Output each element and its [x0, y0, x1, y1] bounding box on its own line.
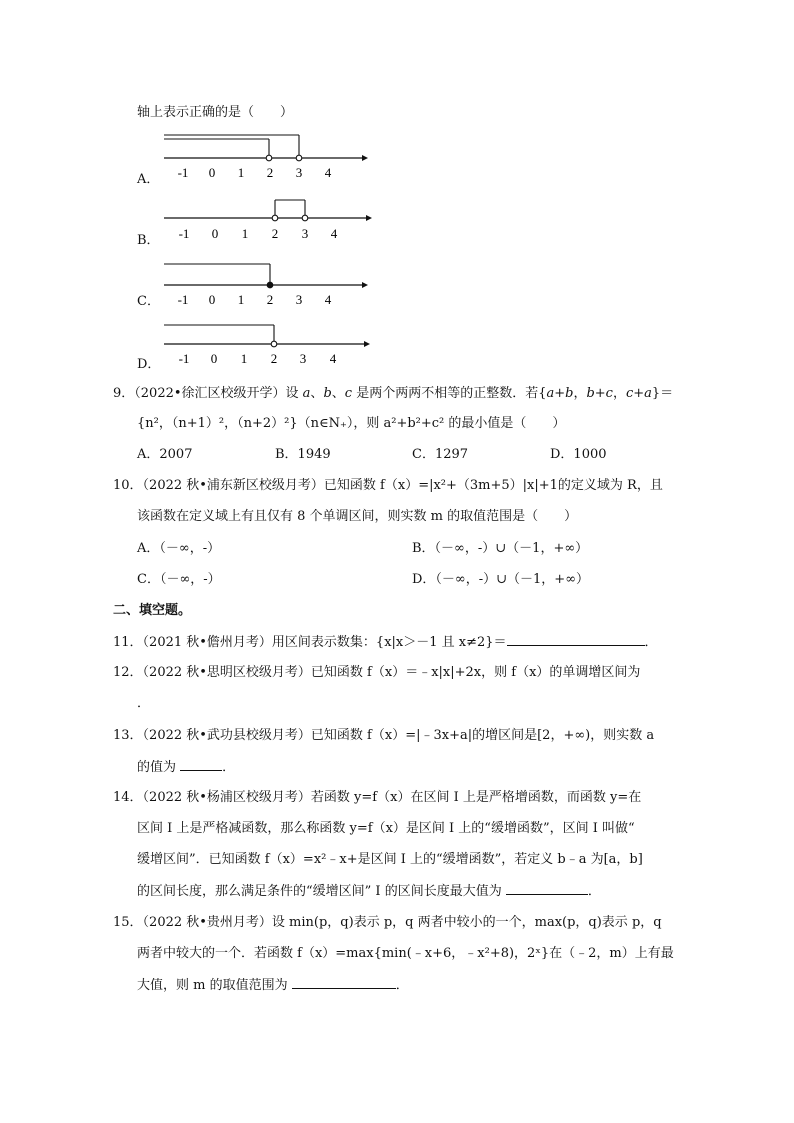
q10-option-a[interactable]: A．（－∞，-）	[137, 541, 221, 556]
tick-label: 2	[270, 351, 278, 366]
q15-stem-line1: 15．（2022 秋•贵州月考）设 min(p，q)表示 p，q 两者中较小的一个，max(p，q)表示 p，q	[113, 915, 662, 930]
q15-answer-blank[interactable]	[292, 976, 396, 989]
tick-label: 3	[295, 292, 303, 307]
q8-tail-text: 轴上表示正确的是（ ）	[137, 105, 294, 120]
q13-stem-line2: 的值为 ．	[137, 760, 236, 775]
q15-stem-line3: 大值，则 m 的取值范围为 ．	[137, 978, 409, 993]
q13-answer-blank[interactable]	[180, 758, 222, 771]
q9-stem-line1: 9．（2022•徐汇区校级开学）设 a、b、c 是两个两两不相等的正整数．若{a+b，b+c，c+a}＝	[113, 386, 674, 401]
q14-stem-line2: 区间 I 上是严格减函数，那么称函数 y=f（x）是区间 I 上的“缓增函数”，区间 I 叫做“	[137, 821, 635, 836]
q8-option-b-number-line[interactable]	[150, 192, 380, 248]
q10-option-c[interactable]: C．（－∞，-）	[137, 572, 221, 587]
tick-label: 3	[299, 351, 307, 366]
q9-stem-line2: {n²，（n+1）²，（n+2）²}（n∈N₊），则 a²+b²+c² 的最小值是（ ）	[137, 416, 566, 431]
tick-label: 0	[208, 292, 216, 307]
q8-option-c-letter[interactable]: C．	[137, 294, 160, 309]
q10-option-d[interactable]: D．（－∞，-）∪（－1，+∞）	[412, 572, 590, 587]
q9-option-c[interactable]: C．1297	[412, 447, 469, 462]
q9-option-d[interactable]: D．1000	[550, 447, 607, 462]
q14-stem-line4: 的区间长度，那么满足条件的“缓增区间” I 的区间长度最大值为 ．	[137, 884, 601, 899]
tick-label: 0	[210, 351, 218, 366]
q9-option-b[interactable]: B．1949	[275, 447, 331, 462]
q8-option-a-number-line[interactable]	[150, 128, 380, 184]
q15-stem-line2: 两者中较大的一个．若函数 f（x）=max{min(﹣x+6，﹣x²+8)，2ˣ}在（﹣2，m）上有最	[137, 946, 674, 961]
q10-stem-line1: 10．（2022 秋•浦东新区校级月考）已知函数 f（x）=|x²+（3m+5）|x|+1的定义域为 R，且	[113, 478, 663, 493]
tick-label: 1	[237, 292, 245, 307]
tick-label: -1	[178, 351, 190, 366]
tick-label: 2	[271, 226, 279, 241]
tick-label: 3	[301, 226, 309, 241]
tick-label: -1	[177, 165, 189, 180]
q14-stem-line1: 14．（2022 秋•杨浦区校级月考）若函数 y=f（x）在区间 I 上是严格增函数，而函数 y=在	[113, 790, 642, 805]
q12-stem-line1: 12．（2022 秋•思明区校级月考）已知函数 f（x）＝﹣x|x|+2x，则 f（x）的单调增区间为	[113, 665, 641, 680]
tick-label: 2	[266, 292, 274, 307]
section-heading-fill-blank: 二、填空题。	[113, 603, 192, 618]
q12-stem-line2: ．	[137, 696, 151, 711]
q8-option-c-number-line[interactable]	[150, 256, 380, 312]
tick-label: 1	[237, 165, 245, 180]
q8-option-d-number-line[interactable]	[150, 318, 380, 374]
tick-label: 3	[295, 165, 303, 180]
q13-stem-line1: 13．（2022 秋•武功县校级月考）已知函数 f（x）=|﹣3x+a|的增区间是[2，+∞)，则实数 a	[113, 728, 655, 743]
q11-stem: 11．（2021 秋•儋州月考）用区间表示数集：{x|x＞－1 且 x≠2}＝ ．	[113, 635, 658, 650]
tick-label: 4	[330, 226, 338, 241]
q11-answer-blank[interactable]	[507, 633, 645, 646]
tick-label: 0	[208, 165, 216, 180]
tick-label: 4	[329, 351, 337, 366]
q8-option-d-letter[interactable]: D．	[137, 357, 161, 372]
tick-label: -1	[178, 226, 190, 241]
q14-stem-line3: 缓增区间”．已知函数 f（x）=x²﹣x+是区间 I 上的“缓增函数”，若定义 b﹣a 为[a，b]	[137, 852, 643, 867]
q9-option-a[interactable]: A．2007	[137, 447, 193, 462]
q8-option-b-letter[interactable]: B．	[137, 233, 160, 248]
q10-option-b[interactable]: B．（－∞，-）∪（－1，+∞）	[412, 541, 589, 556]
q10-stem-line2: 该函数在定义域上有且仅有 8 个单调区间，则实数 m 的取值范围是（ ）	[137, 509, 578, 524]
tick-label: 0	[211, 226, 219, 241]
q8-option-a-letter[interactable]: A．	[137, 172, 160, 187]
tick-label: 4	[324, 292, 332, 307]
tick-label: 1	[240, 351, 248, 366]
tick-label: -1	[177, 292, 189, 307]
tick-label: 4	[324, 165, 332, 180]
tick-label: 1	[241, 226, 249, 241]
tick-label: 2	[266, 165, 274, 180]
q14-answer-blank[interactable]	[506, 882, 588, 895]
